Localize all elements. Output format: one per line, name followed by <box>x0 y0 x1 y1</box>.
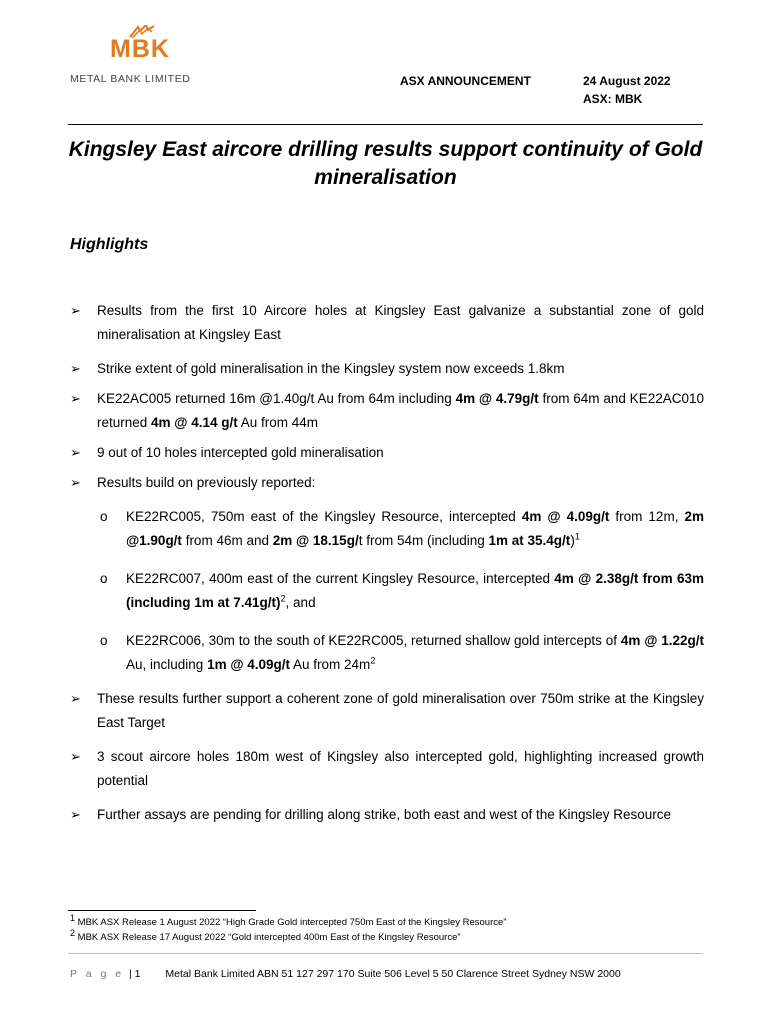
footnote-2: $^2$ MBK ASX Release 17 August 2022 “Gold intercepted 400m East of the Kingsley Resource” <box>70 927 461 943</box>
arrow-bullet-icon: ➢ <box>70 475 81 490</box>
arrow-bullet-icon: ➢ <box>70 303 81 318</box>
sub-list-item: o KE22RC007, 400m east of the current Kingsley Resource, intercepted 4m @ 2.38g/t from 63m (including 1m at 7.41g/t)$^2$, and <box>70 567 704 615</box>
logo-subtitle: METAL BANK LIMITED <box>70 73 191 85</box>
list-item: ➢ These results further support a coherent zone of gold mineralisation over 750m strike at the Kingsley East Target <box>70 687 704 735</box>
circle-bullet-icon: o <box>100 571 108 586</box>
list-item: ➢ Further assays are pending for drilling along strike, both east and west of the Kingsley Resource <box>70 803 704 827</box>
logo-text: MBK <box>110 35 170 63</box>
list-item: ➢ 3 scout aircore holes 180m west of Kingsley also intercepted gold, highlighting increased growth potential <box>70 745 704 793</box>
footer-divider <box>68 953 703 954</box>
list-item: ➢ Results build on previously reported: <box>70 471 704 495</box>
circle-bullet-icon: o <box>100 509 108 524</box>
list-item: ➢ Strike extent of gold mineralisation in the Kingsley system now exceeds 1.8km <box>70 357 704 381</box>
arrow-bullet-icon: ➢ <box>70 749 81 764</box>
arrow-bullet-icon: ➢ <box>70 391 81 406</box>
arrow-bullet-icon: ➢ <box>70 361 81 376</box>
page-title: Kingsley East aircore drilling results support continuity of Gold mineralisation <box>68 138 703 189</box>
arrow-bullet-icon: ➢ <box>70 807 81 822</box>
footnote-1: $^1$ MBK ASX Release 1 August 2022 “High Grade Gold intercepted 750m East of the Kingsley Resource” <box>70 912 507 928</box>
highlights-list <box>70 299 704 827</box>
footnote-divider <box>68 910 256 911</box>
sub-list-item: o KE22RC005, 750m east of the Kingsley Resource, intercepted 4m @ 4.09g/t from 12m, 2m @1.90g/t from 46m and 2m @ 18.15g/t from 54m (including 1m at 35.4g/t)$^1$ <box>70 505 704 553</box>
list-item: ➢ 9 out of 10 holes intercepted gold mineralisation <box>70 441 704 465</box>
company-logo <box>70 25 220 90</box>
arrow-bullet-icon: ➢ <box>70 691 81 706</box>
page-footer <box>70 968 621 980</box>
highlights-heading: Highlights <box>70 236 149 253</box>
announcement-date: 24 August 2022 <box>583 74 671 88</box>
sub-list-item: o KE22RC006, 30m to the south of KE22RC005, returned shallow gold intercepts of 4m @ 1.22g/t Au, including 1m @ 4.09g/t Au from $24m^2$ <box>70 629 704 677</box>
page-label: P a g e <box>70 968 125 980</box>
asx-code: ASX: MBK <box>583 92 643 106</box>
list-item: ➢ Results from the first 10 Aircore holes at Kingsley East galvanize a substantial zone of gold mineralisation at Kingsley East <box>70 299 704 347</box>
company-details: Metal Bank Limited ABN 51 127 297 170 Suite 506 Level 5 50 Clarence Street Sydney NSW 2000 <box>165 968 621 980</box>
circle-bullet-icon: o <box>100 633 108 648</box>
header-divider <box>68 124 703 125</box>
page-number: | 1 <box>129 968 141 980</box>
arrow-bullet-icon: ➢ <box>70 445 81 460</box>
asx-announcement-label: ASX ANNOUNCEMENT <box>400 74 531 88</box>
list-item: ➢ KE22AC005 returned 16m @1.40g/t Au from 64m including 4m @ 4.79g/t from 64m and KE22AC010 returned 4m @ 4.14 g/t Au from 44m <box>70 387 704 435</box>
